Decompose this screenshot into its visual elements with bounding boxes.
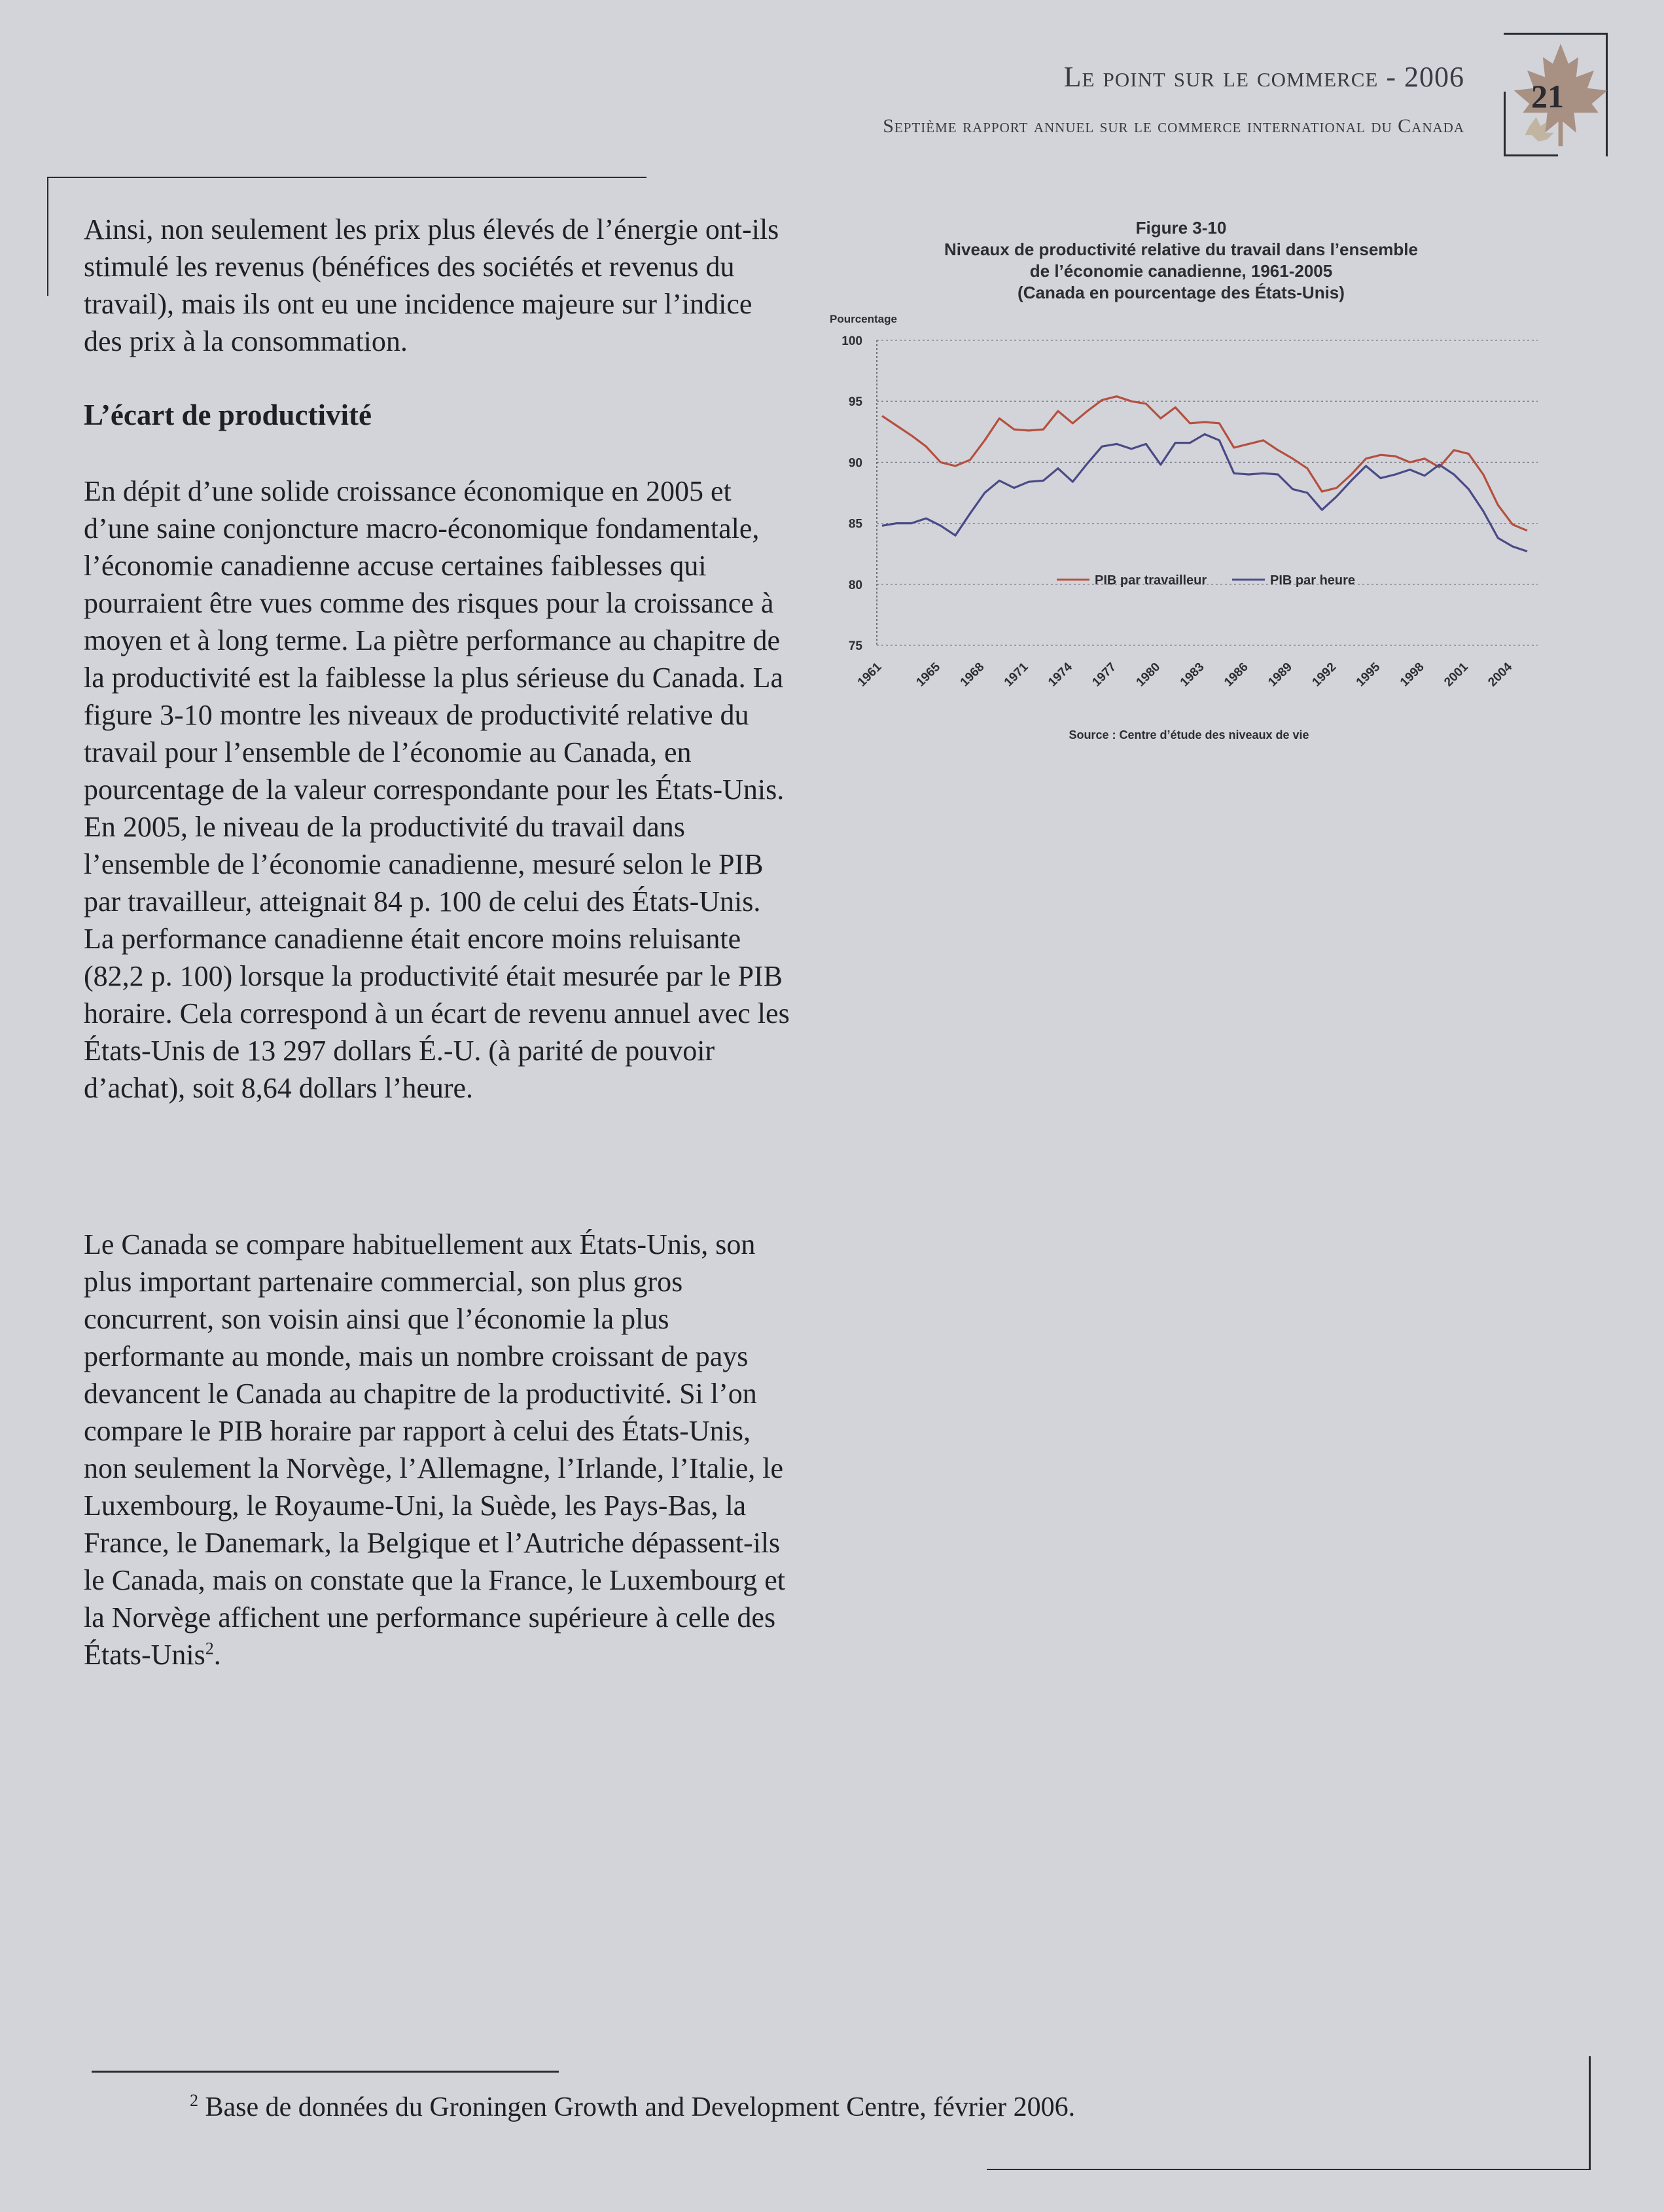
header-title: Le point sur le commerce - 2006 bbox=[1063, 61, 1464, 93]
chart-title-4: (Canada en pourcentage des États-Unis) bbox=[1018, 283, 1345, 302]
paragraph-3 bbox=[84, 1226, 797, 1673]
chart-title-2: Niveaux de productivité relative du travail dans l’ensemble bbox=[944, 240, 1418, 259]
header-subtitle: Septième rapport annuel sur le commerce international du Canada bbox=[883, 115, 1464, 137]
x-tick-label-1992: 1992 bbox=[1309, 660, 1339, 690]
bottom-frame bbox=[987, 2056, 1591, 2170]
series-line-1 bbox=[882, 397, 1527, 531]
paragraph-3-end: . bbox=[213, 1639, 221, 1671]
footnote bbox=[190, 2092, 1075, 2123]
footnote-ref[interactable]: 2 bbox=[205, 1639, 214, 1658]
y-tick-label-90: 90 bbox=[848, 456, 862, 471]
x-tick-label-1989: 1989 bbox=[1266, 660, 1295, 690]
y-axis-label: Pourcentage bbox=[830, 313, 897, 325]
chart-title-3: de l’économie canadienne, 1961-2005 bbox=[1029, 261, 1333, 281]
paragraph-3-text: Le Canada se compare habituellement aux États-Unis, son plus important partenaire commercial, son plus gros concurrent, son voisin ainsi que l’économie la plus performante au monde, mais un nombre croissant de pays devancent le Canada au chapitre de la productivité. Si l’on compare le PIB horaire par rapport à celui des États-Unis, non seulement la Norvège, l’Allemagne, l’Irlande, l’Italie, le Luxembourg, le Royaume-Uni, la Suède, les Pays-Bas, la France, le Danemark, la Belgique et l’Autriche dépassent-ils le Canada, mais on constate que la France, le Luxembourg et la Norvège affichent une performance supérieure à celle des États-Unis bbox=[84, 1228, 785, 1671]
x-tick-label-1998: 1998 bbox=[1397, 660, 1427, 690]
footnote-marker: 2 bbox=[190, 2091, 198, 2110]
section-heading: L’écart de productivité bbox=[84, 399, 372, 431]
figure-3-10-chart bbox=[805, 216, 1557, 753]
x-tick-label-2004: 2004 bbox=[1485, 660, 1515, 690]
y-tick-label-100: 100 bbox=[841, 334, 862, 348]
x-tick-label-1974: 1974 bbox=[1046, 660, 1075, 690]
footnote-rule bbox=[92, 2071, 559, 2073]
x-tick-label-1965: 1965 bbox=[913, 660, 944, 690]
y-tick-label-80: 80 bbox=[848, 578, 862, 592]
x-tick-label-1961: 1961 bbox=[855, 660, 885, 690]
footnote-text: Base de données du Groningen Growth and Development Centre, février 2006. bbox=[198, 2092, 1076, 2122]
chart-source: Source : Centre d’étude des niveaux de vie bbox=[1069, 728, 1309, 741]
x-tick-label-1968: 1968 bbox=[957, 660, 987, 690]
legend-label-1: PIB par travailleur bbox=[1095, 573, 1207, 588]
page-number: 21 bbox=[1531, 78, 1564, 115]
x-tick-label-1980: 1980 bbox=[1133, 660, 1163, 690]
x-tick-label-1995: 1995 bbox=[1353, 660, 1383, 690]
y-tick-label-95: 95 bbox=[848, 395, 862, 410]
plot-area bbox=[841, 334, 1538, 689]
series-line-2 bbox=[882, 435, 1527, 552]
x-tick-label-1983: 1983 bbox=[1177, 660, 1207, 690]
legend-label-2: PIB par heure bbox=[1270, 573, 1356, 588]
y-tick-label-85: 85 bbox=[848, 517, 862, 531]
paragraph-2: En dépit d’une solide croissance économique en 2005 et d’une saine conjoncture macro-économique fondamentale, l’économie canadienne accuse certaines faiblesses qui pourraient être vues comme des risques pour la croissance à moyen et à long terme. La piètre performance au chapitre de la productivité est la faiblesse la plus sérieuse du Canada. La figure 3-10 montre les niveaux de productivité relative du travail pour l’ensemble de l’économie au Canada, en pourcentage de la valeur correspondante pour les États-Unis. En 2005, le niveau de la productivité du travail dans l’ensemble de l’économie canadienne, mesuré selon le PIB par travailleur, atteignait 84 p. 100 de celui des États-Unis. La performance canadienne était encore moins reluisante (82,2 p. 100) lorsque la productivité était mesurée par le PIB horaire. Cela correspond à un écart de revenu annuel avec les États-Unis de 13 297 dollars É.-U. (à parité de pouvoir d’achat), soit 8,64 dollars l’heure. bbox=[84, 475, 790, 1104]
chart-title-1: Figure 3-10 bbox=[1135, 218, 1227, 238]
paragraph-1: Ainsi, non seulement les prix plus élevés de l’énergie ont-ils stimulé les revenus (bénéfices des sociétés et revenus du travail), mais ils ont eu une incidence majeure sur l’indice des prix à la consommation. bbox=[84, 213, 779, 357]
x-tick-label-2001: 2001 bbox=[1442, 660, 1471, 690]
x-tick-label-1971: 1971 bbox=[1001, 660, 1031, 690]
y-tick-label-75: 75 bbox=[848, 639, 862, 653]
x-tick-label-1977: 1977 bbox=[1089, 660, 1120, 690]
x-tick-label-1986: 1986 bbox=[1222, 660, 1251, 690]
